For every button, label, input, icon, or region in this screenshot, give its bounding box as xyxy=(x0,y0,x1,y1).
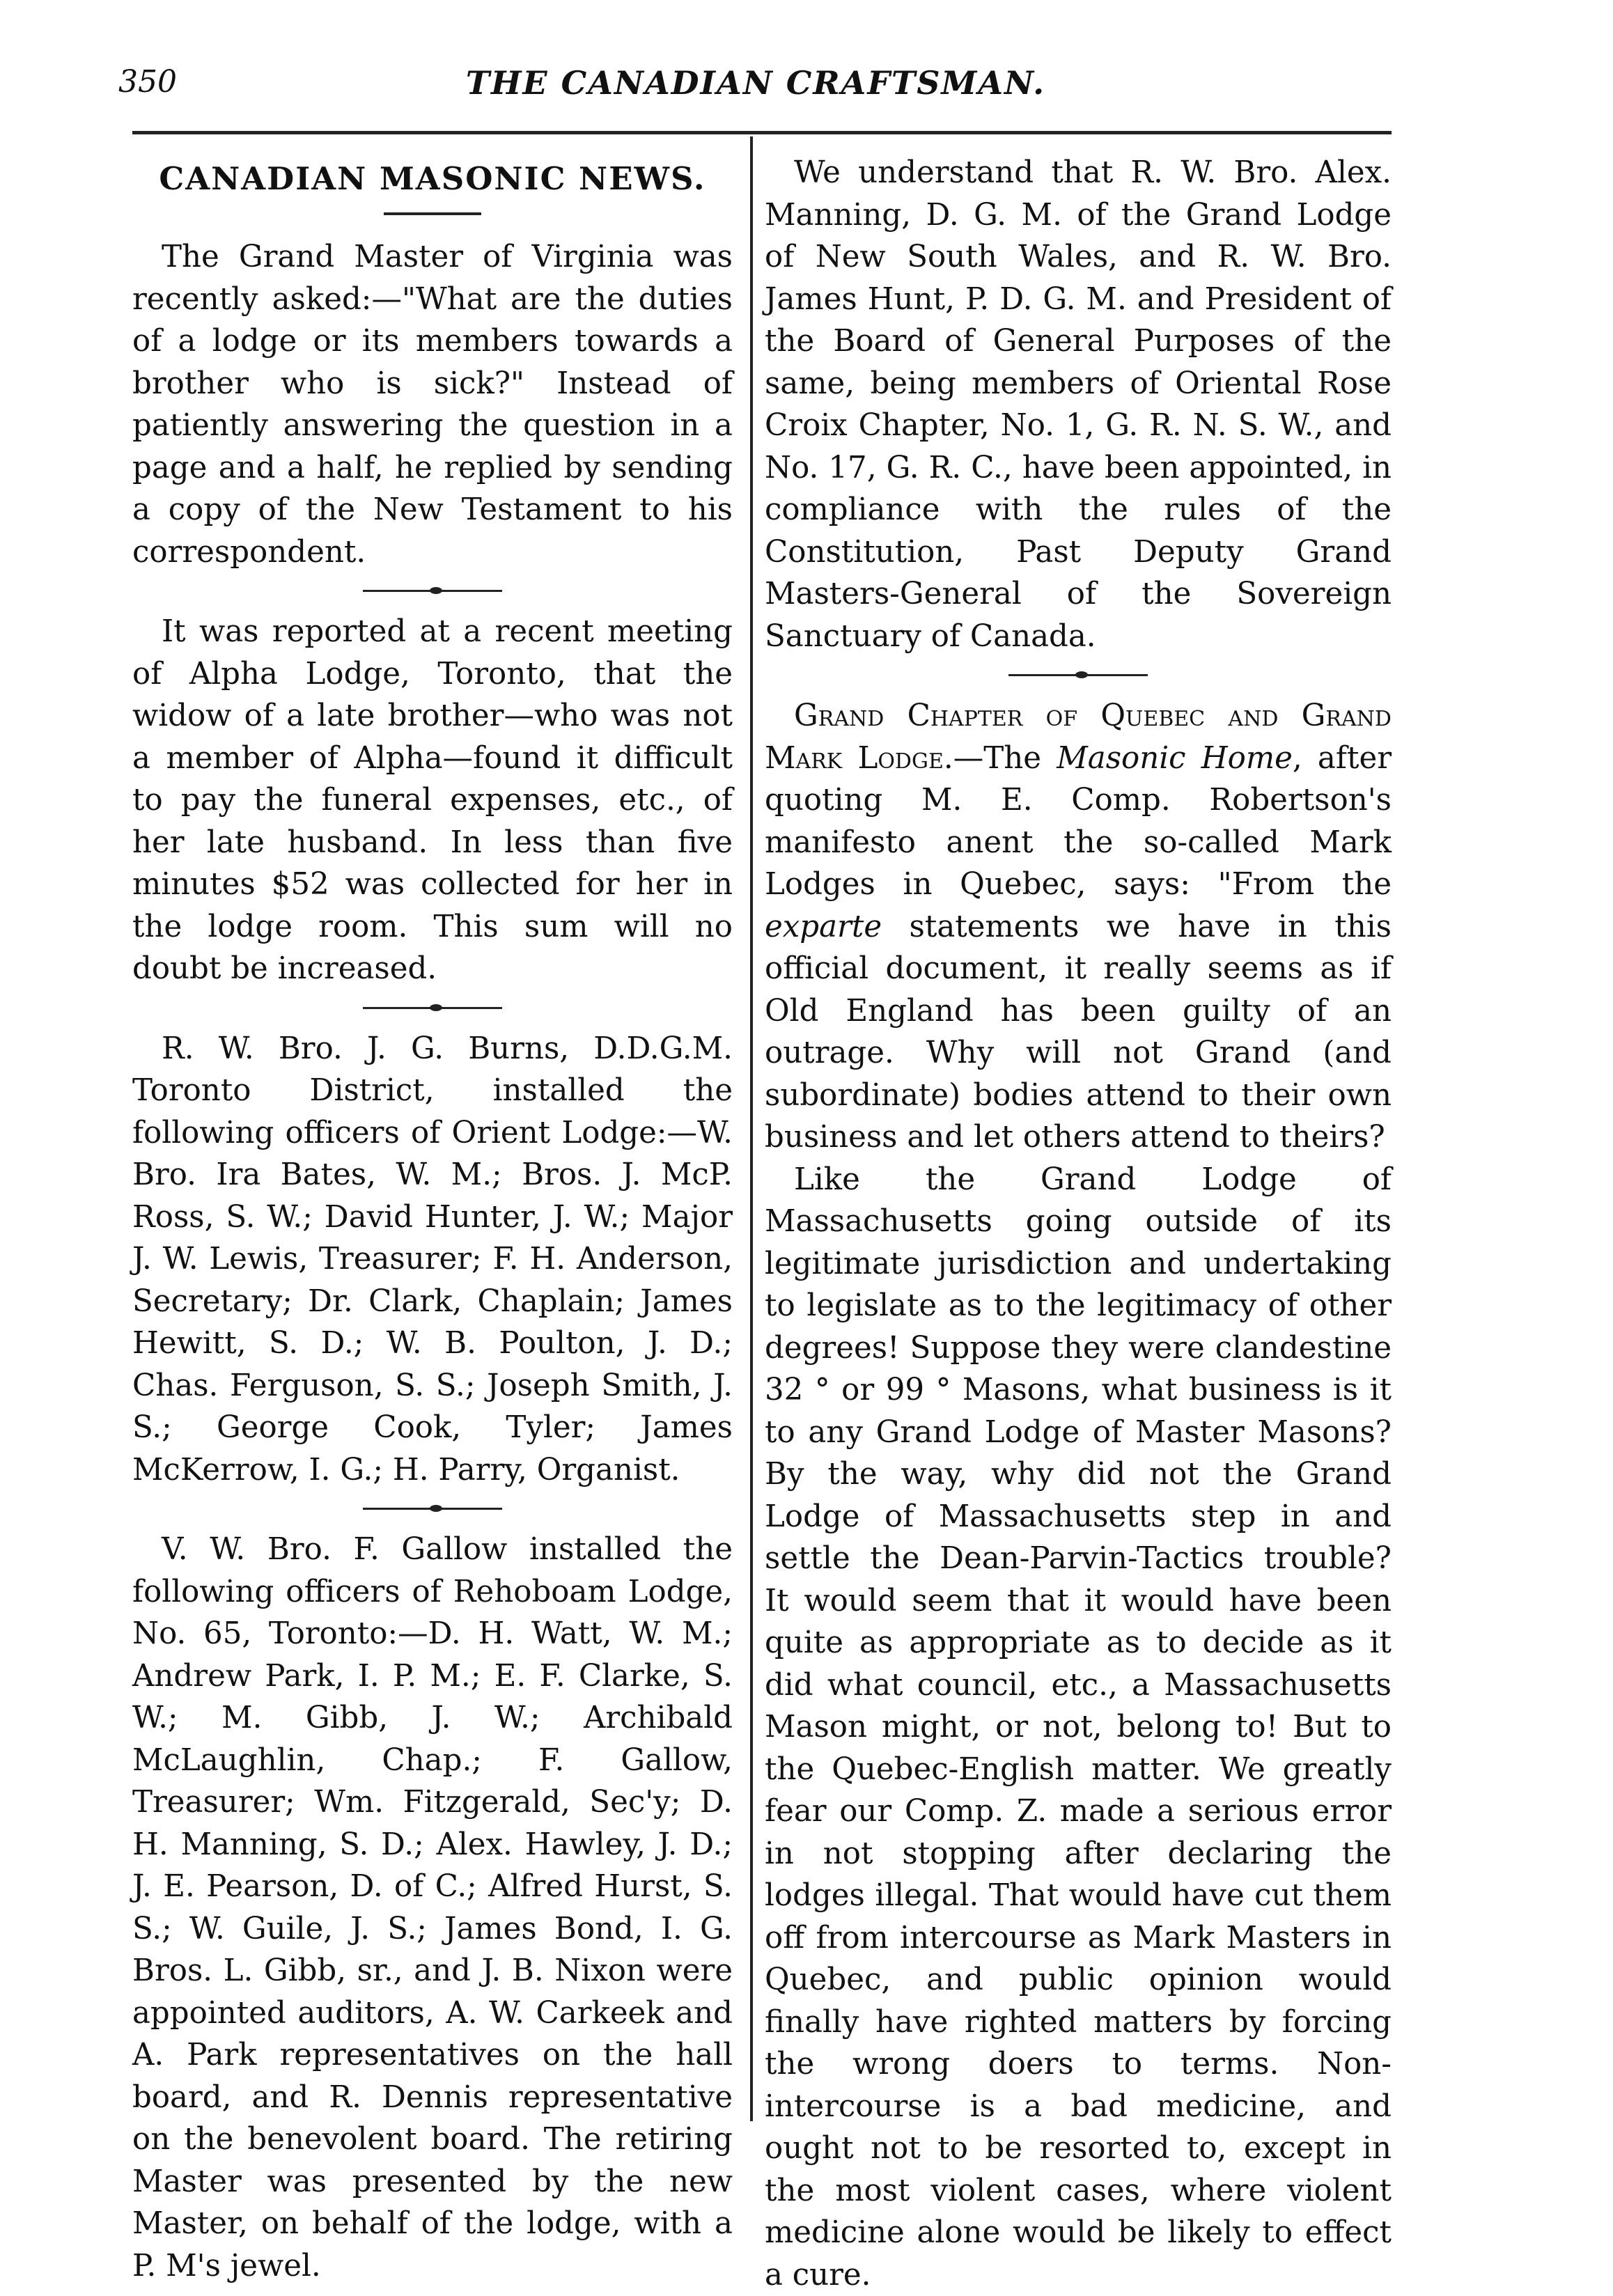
article-alpha-lodge: It was reported at a recent meeting of Alpha Lodge, Toronto, that the widow of a late brother—who was not a member of Alpha—found it difficult to pay the funeral expenses, etc., of her late husband. In less than five minutes $52 was collected for her in the lodge room. This sum will no doubt be increased. xyxy=(132,611,733,990)
article-rehoboam-lodge: V. W. Bro. F. Gallow installed the following officers of Rehoboam Lodge, No. 65, Toronto:—D. H. Watt, W. M.; Andrew Park, I. P. M.; E. F. Clarke, S. W.; M. Gibb, J. W.; Archibald McLaughlin, Chap.; F. Gallow, Treasurer; Wm. Fitzgerald, Sec'y; D. H. Manning, S. D.; Alex. Hawley, J. D.; J. E. Pearson, D. of C.; Alfred Hurst, S. S.; W. Guile, J. S.; James Bond, I. G. Bros. L. Gibb, sr., and J. B. Nixon were appointed auditors, A. W. Carkeek and A. Park representatives on the hall board, and R. Dennis representative on the benevolent board. The retiring Master was presented by the new Master, on behalf of the lodge, with a P. M's jewel. xyxy=(132,1529,733,2287)
article-quebec-continued: Like the Grand Lodge of Massachusetts going outside of its legitimate jurisdiction and undertaking to legislate as to the legitimacy of other degrees! Suppose they were clandestine 32 ° or 99 ° Masons, what business is it to any Grand Lodge of Master Masons? By the way, why did not the Grand Lodge of Massachusetts step in and settle the Dean-Parvin-Tactics trouble? It would seem that it would have been quite as appropriate as to decide as it did what council, etc., a Massachusetts Mason might, or not, belong to! But to the Quebec-English matter. We greatly fear our Comp. Z. made a serious error in not stopping after declaring the lodges illegal. That would have cut them off from intercourse as Mark Masters in Quebec, and public opinion would finally have righted matters by forcing the wrong doers to terms. Non-intercourse is a bad medicine, and ought not to be resorted to, except in the most violent cases, where violent medicine alone would be likely to effect a cure. xyxy=(765,1159,1392,2296)
article-divider xyxy=(363,997,502,1018)
left-column xyxy=(132,139,733,2287)
section-heading: CANADIAN MASONIC NEWS. xyxy=(132,160,733,197)
article-orient-lodge: R. W. Bro. J. G. Burns, D.D.G.M. Toronto District, installed the following officers of Orient Lodge:—W. Bro. Ira Bates, W. M.; Bros. J. McP. Ross, S. W.; David Hunter, J. W.; Major J. W. Lewis, Treasurer; F. H. Anderson, Secretary; Dr. Clark, Chaplain; James Hewitt, S. D.; W. B. Poulton, J. D.; Chas. Ferguson, S. S.; Joseph Smith, J. S.; George Cook, Tyler; James McKerrow, I. G.; H. Parry, Organist. xyxy=(132,1028,733,1492)
article-divider xyxy=(1008,664,1148,685)
publication-title: Masonic Home xyxy=(1057,741,1293,776)
article-lead: Grand Chapter of Quebec and Grand Mark Lodge. xyxy=(765,698,1392,776)
right-column xyxy=(765,139,1392,2296)
page-number: 350 xyxy=(118,64,177,100)
article-divider xyxy=(363,580,502,601)
column-divider xyxy=(750,136,753,2121)
running-title: THE CANADIAN CRAFTSMAN. xyxy=(118,64,1393,102)
article-quebec-mark-lodge: Grand Chapter of Quebec and Grand Mark Lodge.—The Masonic Home, after quoting M. E. Comp. Robertson's manifesto anent the so-called Mark Lodges in Quebec, says: "From the exparte statements we have in this official document, it really seems as if Old England has been guilty of an outrage. Why will not Grand (and subordinate) bodies attend to their own business and let others attend to theirs? xyxy=(765,695,1392,1159)
header-rule xyxy=(132,131,1392,134)
article-divider xyxy=(363,1498,502,1519)
article-sovereign-sanctuary: We understand that R. W. Bro. Alex. Manning, D. G. M. of the Grand Lodge of New South Wales, and R. W. Bro. James Hunt, P. D. G. M. and President of the Board of General Purposes of the same, being members of Oriental Rose Croix Chapter, No. 1, G. R. N. S. W., and No. 17, G. R. C., have been appointed, in compliance with the rules of the Constitution, Past Deputy Grand Masters-General of the Sovereign Sanctuary of Canada. xyxy=(765,152,1392,657)
heading-rule xyxy=(384,212,481,215)
page-header xyxy=(118,64,1393,113)
article-virginia: The Grand Master of Virginia was recently asked:—"What are the duties of a lodge or its members towards a brother who is sick?" Instead of patiently answering the question in a page and a half, he replied by sending a copy of the New Testament to his correspondent. xyxy=(132,236,733,573)
